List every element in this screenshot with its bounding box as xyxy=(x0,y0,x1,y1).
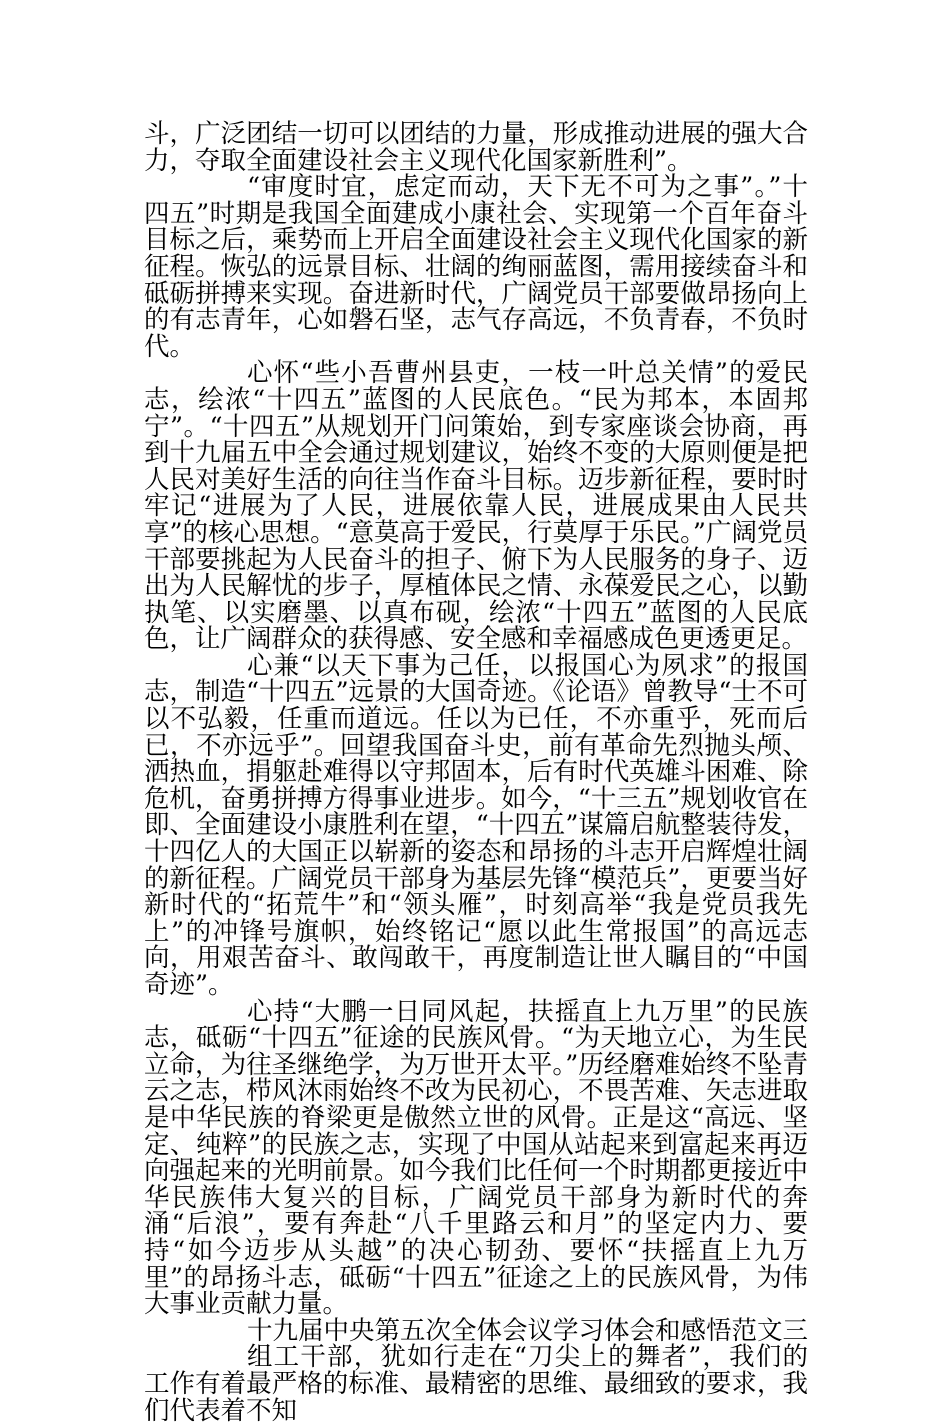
paragraph-ethnic-aspiration: 心持“大鹏一日同风起，扶摇直上九万里”的民族志，砥砺“十四五”征途的民族风骨。“为天地立心，为生民立命，为往圣继绝学，为万世开太平。”历经磨难始终不坠青云之志，栉风沐雨始终不改为民初心，不畏苦难、矢志进取是中华民族的脊梁更是傲然立世的风骨。正是这“高远、坚定、纯粹”的民族之志，实现了中国从站起来到富起来再迈向强起来的光明前景。如今我们比任何一个时期都更接近中华民族伟大复兴的目标，广阔党员干部身为新时代的奔涌“后浪”，要有奔赴“八千里路云和月”的坚定内力、要持“如今迈步从头越”的决心韧劲、要怀“扶摇直上九万里”的昂扬斗志，砥砺“十四五”征途之上的民族风骨，为伟大事业贡献力量。 xyxy=(144,996,808,1320)
paragraph-nation-aspiration: 心兼“以天下事为己任，以报国心为夙求”的报国志，制造“十四五”远景的大国奇迹。《论语》曾教导“士不可以不弘毅，任重而道远。任以为已任，不亦重乎，死而后已，不亦远乎”。回望我国奋斗史，前有革命先烈抛头颅、洒热血，捐躯赴难得以守邦固本，后有时代英雄斗困难、除危机，奋勇拼搏方得事业进步。如今，“十三五”规划收官在即、全面建设小康胜利在望，“十四五”谋篇启航整装待发，十四亿人的大国正以崭新的姿态和昂扬的斗志开启辉煌壮阔的新征程。广阔党员干部身为基层先锋“模范兵”，更要当好新时代的“拓荒牛”和“领头雁”，时刻高举“我是党员我先上”的冲锋号旗帜，始终铭记“愿以此生常报国”的高远志向，用艰苦奋斗、敢闯敢干，再度制造让世人瞩目的“中国奇迹”。 xyxy=(144,650,808,1000)
paragraph-people-aspiration: 心怀“些小吾曹州县吏，一枝一叶总关情”的爱民志，绘浓“十四五”蓝图的人民底色。“民为邦本，本固邦宁”。“十四五”从规划开门问策始，到专家座谈会协商，再到十九届五中全会通过规划建议，始终不变的大原则便是把人民对美好生活的向往当作奋斗目标。迈步新征程，要时时牢记“进展为了人民，进展依靠人民，进展成果由人民共享”的核心思想。“意莫高于爱民，行莫厚于乐民。”广阔党员干部要挑起为人民奋斗的担子、俯下为人民服务的身子、迈出为人民解忧的步子，厚植体民之情、永葆爱民之心，以勤执笔、以实磨墨、以真布砚，绘浓“十四五”蓝图的人民底色，让广阔群众的获得感、安全感和幸福感成色更透更足。 xyxy=(144,358,808,655)
section-heading: 十九届中央第五次全体会议学习体会和感悟范文三 xyxy=(247,1315,809,1346)
document-page xyxy=(144,121,808,1424)
paragraph-continuation: 斗，广泛团结一切可以团结的力量，形成推动进展的强大合力，夺取全面建设社会主义现代化国家新胜利”。 xyxy=(144,119,808,176)
paragraph-organization-cadres: 组工干部，犹如行走在“刀尖上的舞者”，我们的工作有着最严格的标准、最精密的思维、最细致的要求，我们代表着不知 xyxy=(144,1342,808,1426)
paragraph-intro-quote: “审度时宜，虑定而动，天下无不可为之事”。”十四五”时期是我国全面建成小康社会、实现第一个百年奋斗目标之后，乘势而上开启全面建设社会主义现代化国家的新征程。恢弘的远景目标、壮阔的绚丽蓝图，需用接续奋斗和砥砺拼搏来实现。奋进新时代，广阔党员干部要做昂扬向上的有志青年，心如磐石坚，志气存高远，不负青春，不负时代。 xyxy=(144,172,808,362)
